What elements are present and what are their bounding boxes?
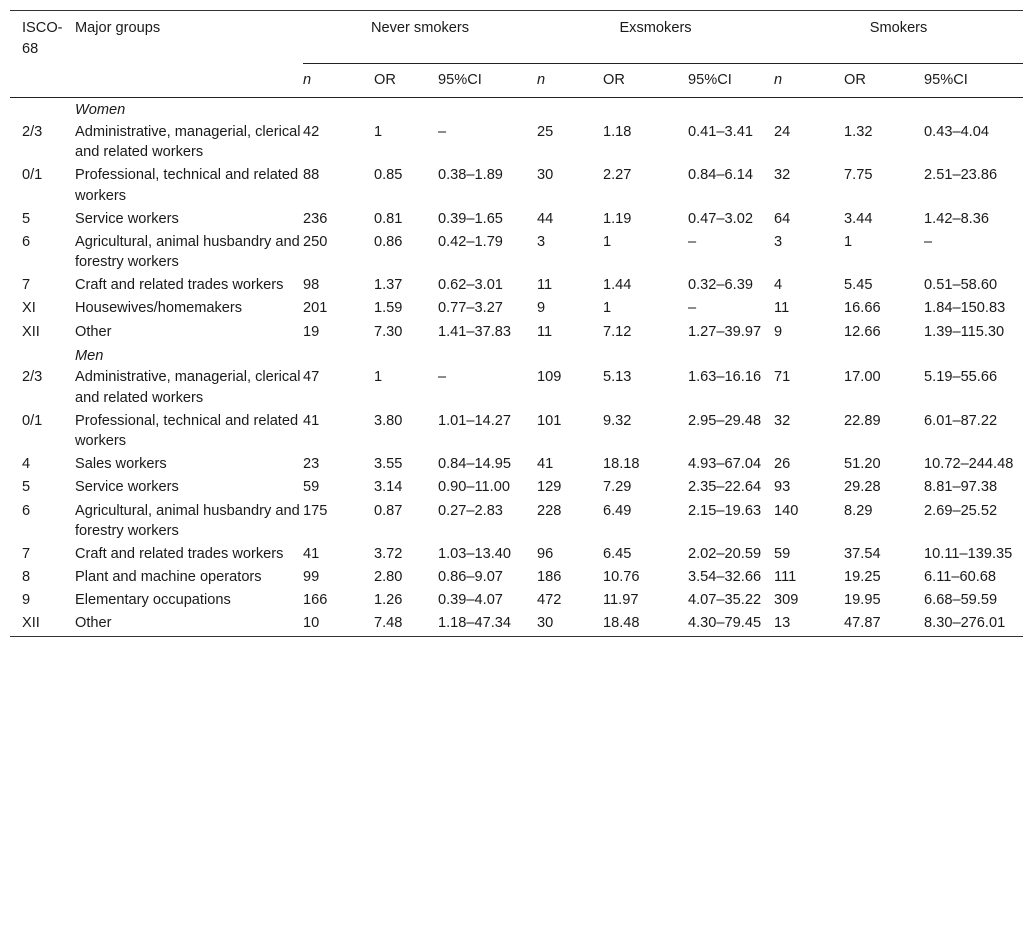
cell-never-ci: 0.39–1.65: [438, 210, 503, 227]
cell-ex-n: 44: [537, 210, 554, 227]
cell-ex-ci: 0.41–3.41: [688, 123, 753, 140]
cell-never-or: 7.30: [374, 323, 403, 340]
cell-ex-ci: 3.54–32.66: [688, 569, 762, 586]
cell-isco-code: 6: [22, 502, 31, 519]
cell-smokers-ci: 1.39–115.30: [924, 323, 1005, 340]
cell-never-ci: 1.18–47.34: [438, 615, 512, 632]
cell-ex-or: 10.76: [603, 569, 640, 586]
header-smokers-ci: 95%CI: [924, 64, 1023, 98]
cell-ex-or: 7.12: [603, 323, 632, 340]
cell-major-group: Service workers: [75, 479, 179, 496]
cell-smokers-ci: 6.68–59.59: [924, 592, 998, 609]
table-row: [10, 274, 1023, 297]
cell-smokers-or: 17.00: [844, 369, 881, 386]
header-never-ci: 95%CI: [438, 64, 537, 98]
section-label: Women: [75, 102, 126, 118]
cell-ex-or: 6.49: [603, 502, 632, 519]
cell-ex-ci: 4.93–67.04: [688, 456, 762, 473]
cell-never-or: 3.14: [374, 479, 403, 496]
table-row: [10, 589, 1023, 612]
cell-ex-n: 30: [537, 167, 554, 184]
cell-smokers-ci: 2.51–23.86: [924, 167, 998, 184]
cell-never-or: 1: [374, 123, 383, 140]
cell-smokers-ci: 0.51–58.60: [924, 277, 998, 294]
cell-ex-n: 25: [537, 123, 554, 140]
cell-smokers-or: 51.20: [844, 456, 881, 473]
cell-major-group: Craft and related trades workers: [75, 546, 284, 563]
cell-ex-n: 96: [537, 546, 554, 563]
cell-ex-n: 30: [537, 615, 554, 632]
cell-ex-ci: 2.35–22.64: [688, 479, 762, 496]
table-row: [10, 366, 1023, 410]
cell-smokers-ci: 10.11–139.35: [924, 546, 1013, 563]
cell-never-n: 99: [303, 569, 320, 586]
cell-never-ci: 0.42–1.79: [438, 233, 503, 250]
cell-ex-or: 1: [603, 300, 612, 317]
cell-never-or: 1: [374, 369, 383, 386]
cell-never-or: 0.86: [374, 233, 403, 250]
cell-smokers-n: 11: [774, 300, 790, 317]
cell-ex-or: 7.29: [603, 479, 632, 496]
cell-never-ci: 1.03–13.40: [438, 546, 512, 563]
cell-never-ci: 0.27–2.83: [438, 502, 503, 519]
cell-isco-code: 0/1: [22, 412, 43, 429]
cell-ex-ci: 2.02–20.59: [688, 546, 762, 563]
section-row: [10, 98, 1023, 121]
cell-never-n: 175: [303, 502, 328, 519]
cell-smokers-n: 111: [774, 569, 797, 586]
cell-smokers-n: 4: [774, 277, 783, 294]
cell-smokers-or: 12.66: [844, 323, 881, 340]
cell-never-n: 47: [303, 369, 320, 386]
section-spacer: [10, 344, 75, 367]
cell-smokers-n: 24: [774, 123, 791, 140]
header-smokers-or: OR: [844, 64, 924, 98]
cell-isco-code: 2/3: [22, 369, 43, 386]
section-row: [10, 344, 1023, 367]
cell-smokers-or: 37.54: [844, 546, 881, 563]
cell-never-n: 23: [303, 456, 320, 473]
cell-smokers-or: 3.44: [844, 210, 873, 227]
cell-ex-ci: 1.63–16.16: [688, 369, 762, 386]
table-row: [10, 164, 1023, 208]
cell-smokers-n: 140: [774, 502, 799, 519]
header-isco: ISCO-68: [22, 20, 63, 57]
cell-ex-or: 18.48: [603, 615, 640, 632]
table-row: [10, 321, 1023, 344]
cell-smokers-ci: –: [924, 233, 933, 250]
cell-smokers-ci: 6.01–87.22: [924, 412, 998, 429]
table-row: [10, 121, 1023, 165]
cell-smokers-or: 1: [844, 233, 853, 250]
cell-ex-n: 11: [537, 323, 553, 340]
cell-isco-code: 6: [22, 233, 31, 250]
cell-isco-code: 5: [22, 479, 31, 496]
cell-ex-n: 11: [537, 277, 553, 294]
section-spacer: [10, 98, 75, 121]
cell-major-group: Professional, technical and related workers: [75, 412, 299, 450]
cell-ex-or: 9.32: [603, 412, 632, 429]
cell-smokers-or: 5.45: [844, 277, 873, 294]
cell-ex-n: 101: [537, 412, 562, 429]
header-ex-or: OR: [603, 64, 688, 98]
cell-major-group: Professional, technical and related workers: [75, 167, 299, 204]
cell-ex-ci: –: [688, 233, 697, 250]
cell-smokers-n: 309: [774, 592, 799, 609]
header-never-smokers: Never smokers: [370, 20, 470, 36]
header-ex-n: n: [537, 64, 603, 98]
cell-isco-code: XII: [22, 615, 40, 632]
cell-major-group: Other: [75, 323, 112, 340]
table-row: [10, 231, 1023, 275]
cell-ex-n: 41: [537, 456, 554, 473]
cell-never-or: 2.80: [374, 569, 403, 586]
table-row: [10, 566, 1023, 589]
cell-smokers-ci: 10.72–244.48: [924, 456, 1014, 473]
cell-ex-ci: 4.30–79.45: [688, 615, 762, 632]
cell-smokers-n: 3: [774, 233, 783, 250]
cell-smokers-n: 32: [774, 167, 791, 184]
cell-never-n: 59: [303, 479, 320, 496]
cell-ex-ci: 1.27–39.97: [688, 323, 762, 340]
cell-smokers-or: 47.87: [844, 615, 881, 632]
cell-smokers-or: 8.29: [844, 502, 873, 519]
cell-ex-ci: 4.07–35.22: [688, 592, 762, 609]
cell-smokers-ci: 2.69–25.52: [924, 502, 998, 519]
cell-smokers-ci: 1.42–8.36: [924, 210, 989, 227]
cell-never-ci: 0.62–3.01: [438, 277, 503, 294]
cell-ex-or: 6.45: [603, 546, 632, 563]
cell-never-n: 166: [303, 592, 328, 609]
table-row: [10, 612, 1023, 636]
cell-isco-code: XII: [22, 323, 40, 340]
cell-ex-or: 1: [603, 233, 612, 250]
table-row: [10, 208, 1023, 231]
cell-isco-code: 7: [22, 546, 31, 563]
cell-major-group: Administrative, managerial, clerical and related workers: [75, 369, 301, 406]
header-row-groups: [10, 11, 1023, 64]
cell-ex-or: 1.19: [603, 210, 632, 227]
cell-smokers-ci: 8.81–97.38: [924, 479, 998, 496]
cell-smokers-or: 16.66: [844, 300, 881, 317]
cell-major-group: Housewives/homemakers: [75, 300, 243, 317]
cell-isco-code: 5: [22, 210, 31, 227]
cell-ex-ci: 2.95–29.48: [688, 412, 762, 429]
cell-never-or: 3.80: [374, 412, 403, 429]
cell-smokers-or: 1.32: [844, 123, 873, 140]
cell-isco-code: 7: [22, 277, 31, 294]
cell-never-or: 3.55: [374, 456, 403, 473]
cell-smokers-or: 7.75: [844, 167, 873, 184]
cell-ex-or: 18.18: [603, 456, 640, 473]
cell-smokers-n: 9: [774, 323, 783, 340]
cell-never-ci: 0.77–3.27: [438, 300, 503, 317]
cell-smokers-n: 71: [774, 369, 791, 386]
cell-never-n: 10: [303, 615, 320, 632]
table-row: [10, 476, 1023, 499]
cell-smokers-or: 29.28: [844, 479, 881, 496]
cell-ex-n: 9: [537, 300, 546, 317]
cell-isco-code: 4: [22, 456, 31, 473]
cell-never-n: 98: [303, 277, 320, 294]
cell-smokers-n: 64: [774, 210, 791, 227]
cell-ex-ci: 0.32–6.39: [688, 277, 753, 294]
header-smokers-n: n: [774, 64, 844, 98]
cell-smokers-ci: 8.30–276.01: [924, 615, 1006, 632]
cell-never-n: 88: [303, 167, 320, 184]
header-ex-ci: 95%CI: [688, 64, 774, 98]
cell-ex-ci: 0.47–3.02: [688, 210, 753, 227]
cell-never-ci: 0.86–9.07: [438, 569, 503, 586]
table-row: [10, 297, 1023, 320]
cell-never-or: 1.59: [374, 300, 403, 317]
header-smokers: Smokers: [869, 20, 928, 36]
header-exsmokers: Exsmokers: [619, 20, 692, 36]
table-row: [10, 543, 1023, 566]
cell-isco-code: XI: [22, 300, 36, 317]
cell-never-ci: –: [438, 123, 447, 140]
cell-never-ci: 0.84–14.95: [438, 456, 512, 473]
cell-smokers-n: 32: [774, 412, 791, 429]
cell-ex-n: 472: [537, 592, 562, 609]
cell-never-ci: –: [438, 369, 447, 386]
cell-never-n: 201: [303, 300, 328, 317]
cell-never-ci: 0.39–4.07: [438, 592, 503, 609]
cell-ex-or: 1.44: [603, 277, 632, 294]
cell-isco-code: 2/3: [22, 123, 43, 140]
cell-never-or: 1.26: [374, 592, 403, 609]
cell-major-group: Other: [75, 615, 112, 632]
cell-never-or: 7.48: [374, 615, 403, 632]
cell-smokers-ci: 0.43–4.04: [924, 123, 989, 140]
cell-major-group: Service workers: [75, 210, 179, 227]
cell-ex-n: 186: [537, 569, 562, 586]
cell-major-group: Plant and machine operators: [75, 569, 262, 586]
cell-smokers-or: 22.89: [844, 412, 881, 429]
cell-ex-n: 3: [537, 233, 546, 250]
cell-never-ci: 0.38–1.89: [438, 167, 503, 184]
cell-ex-n: 228: [537, 502, 562, 519]
cell-never-n: 250: [303, 233, 328, 250]
cell-smokers-n: 59: [774, 546, 791, 563]
cell-never-or: 3.72: [374, 546, 403, 563]
header-never-or: OR: [374, 64, 438, 98]
cell-major-group: Sales workers: [75, 456, 167, 473]
cell-smokers-or: 19.95: [844, 592, 881, 609]
cell-never-n: 42: [303, 123, 320, 140]
table-body: [10, 98, 1023, 637]
cell-never-or: 0.87: [374, 502, 403, 519]
cell-ex-ci: –: [688, 300, 697, 317]
cell-ex-or: 2.27: [603, 167, 632, 184]
cell-smokers-n: 93: [774, 479, 791, 496]
cell-ex-or: 5.13: [603, 369, 632, 386]
cell-never-n: 41: [303, 546, 320, 563]
cell-smokers-or: 19.25: [844, 569, 881, 586]
cell-isco-code: 0/1: [22, 167, 43, 184]
cell-smokers-ci: 5.19–55.66: [924, 369, 998, 386]
table-header: [10, 11, 1023, 98]
cell-isco-code: 8: [22, 569, 31, 586]
cell-major-group: Agricultural, animal husbandry and forestry workers: [75, 233, 300, 271]
cell-isco-code: 9: [22, 592, 31, 609]
cell-ex-or: 1.18: [603, 123, 632, 140]
cell-ex-n: 129: [537, 479, 562, 496]
table-row: [10, 453, 1023, 476]
cell-major-group: Administrative, managerial, clerical and related workers: [75, 123, 301, 160]
cell-smokers-n: 13: [774, 615, 791, 632]
section-label: Men: [75, 347, 104, 364]
table-row: [10, 410, 1023, 454]
cell-ex-ci: 0.84–6.14: [688, 167, 753, 184]
data-table-container: [10, 10, 1023, 637]
cell-ex-n: 109: [537, 369, 562, 386]
odds-ratio-table: [10, 10, 1023, 637]
cell-ex-ci: 2.15–19.63: [688, 502, 762, 519]
cell-never-ci: 0.90–11.00: [438, 479, 510, 496]
cell-smokers-ci: 6.11–60.68: [924, 569, 997, 586]
cell-major-group: Craft and related trades workers: [75, 277, 284, 294]
cell-never-or: 0.85: [374, 167, 403, 184]
cell-never-n: 19: [303, 323, 320, 340]
header-major-groups: Major groups: [75, 20, 161, 36]
cell-never-n: 41: [303, 412, 320, 429]
cell-never-or: 0.81: [374, 210, 403, 227]
cell-major-group: Agricultural, animal husbandry and forestry workers: [75, 502, 300, 540]
cell-never-ci: 1.01–14.27: [438, 412, 512, 429]
cell-never-or: 1.37: [374, 277, 403, 294]
header-never-n: n: [303, 64, 374, 98]
cell-never-ci: 1.41–37.83: [438, 323, 512, 340]
cell-smokers-n: 26: [774, 456, 791, 473]
cell-never-n: 236: [303, 210, 328, 227]
table-row: [10, 500, 1023, 544]
cell-smokers-ci: 1.84–150.83: [924, 300, 1006, 317]
cell-major-group: Elementary occupations: [75, 592, 231, 609]
cell-ex-or: 11.97: [603, 592, 639, 609]
